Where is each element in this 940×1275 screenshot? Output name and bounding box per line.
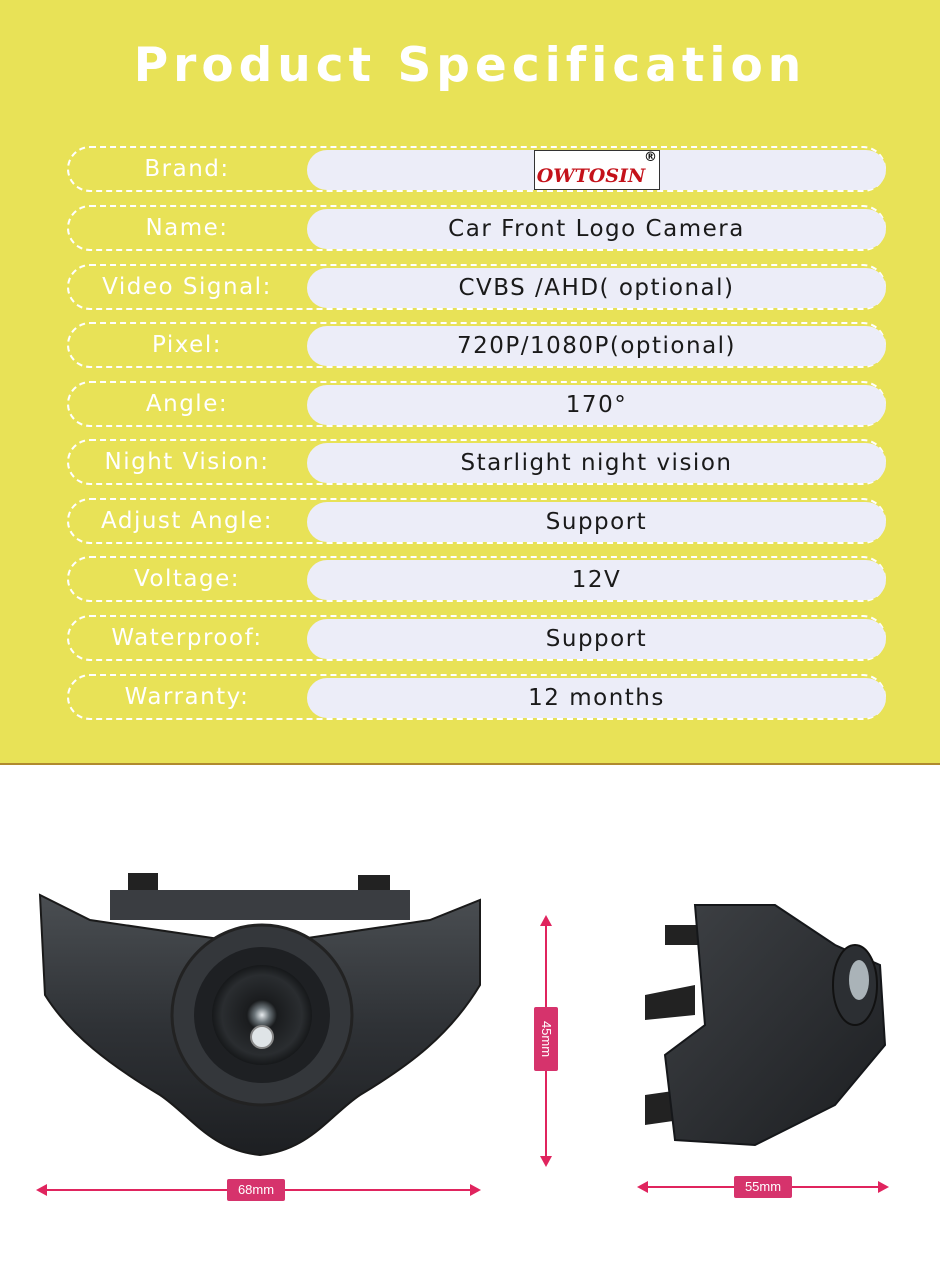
spec-label: Waterproof: — [111, 625, 263, 651]
dimension-arrow-left-icon — [36, 1184, 47, 1196]
registered-mark: ® — [644, 150, 657, 165]
spec-value: CVBS /AHD( optional) — [307, 268, 886, 308]
height-label — [534, 1007, 558, 1071]
section-divider — [0, 763, 940, 765]
spec-value: 12V — [307, 560, 886, 600]
spec-value: 12 months — [307, 678, 886, 718]
spec-label: Video Signal: — [102, 274, 272, 300]
spec-value: 720P/1080P(optional) — [307, 326, 886, 366]
spec-row-adjust-angle — [67, 498, 886, 544]
height-label-text: 45mm — [539, 1020, 554, 1058]
brand-logo-text: OWTOSIN — [536, 165, 646, 187]
spec-row-waterproof — [67, 615, 886, 661]
dimension-arrow-left-icon — [637, 1181, 648, 1193]
brand-logo — [534, 150, 660, 190]
side-width-label: 55mm — [734, 1176, 792, 1198]
dimension-arrow-right-icon — [878, 1181, 889, 1193]
spec-label: Voltage: — [133, 566, 241, 592]
camera-front-view-image — [30, 865, 500, 1165]
spec-row-name — [67, 205, 886, 251]
spec-value: 170° — [307, 385, 886, 425]
spec-row-night-vision — [67, 439, 886, 485]
spec-label: Adjust Angle: — [101, 508, 273, 534]
spec-row-video-signal — [67, 264, 886, 310]
spec-value — [307, 150, 886, 190]
spec-label: Warranty: — [124, 684, 250, 710]
dimension-arrow-right-icon — [470, 1184, 481, 1196]
spec-value: Support — [307, 502, 886, 542]
spec-row-voltage — [67, 556, 886, 602]
spec-row-angle — [67, 381, 886, 427]
spec-row-pixel — [67, 322, 886, 368]
spec-value: Starlight night vision — [307, 443, 886, 483]
spec-label: Name: — [145, 215, 229, 241]
spec-row-warranty — [67, 674, 886, 720]
spec-row-brand — [67, 146, 886, 192]
dimension-arrow-up-icon — [540, 915, 552, 926]
page-title: Product Specification — [133, 38, 807, 93]
spec-label: Pixel: — [152, 332, 222, 358]
spec-label: Night Vision: — [104, 449, 270, 475]
dimension-arrow-down-icon — [540, 1156, 552, 1167]
spec-value: Car Front Logo Camera — [307, 209, 886, 249]
front-width-label: 68mm — [227, 1179, 285, 1201]
spec-label: Angle: — [145, 391, 229, 417]
spec-label: Brand: — [144, 156, 230, 182]
camera-side-view-image — [635, 895, 895, 1155]
spec-value: Support — [307, 619, 886, 659]
